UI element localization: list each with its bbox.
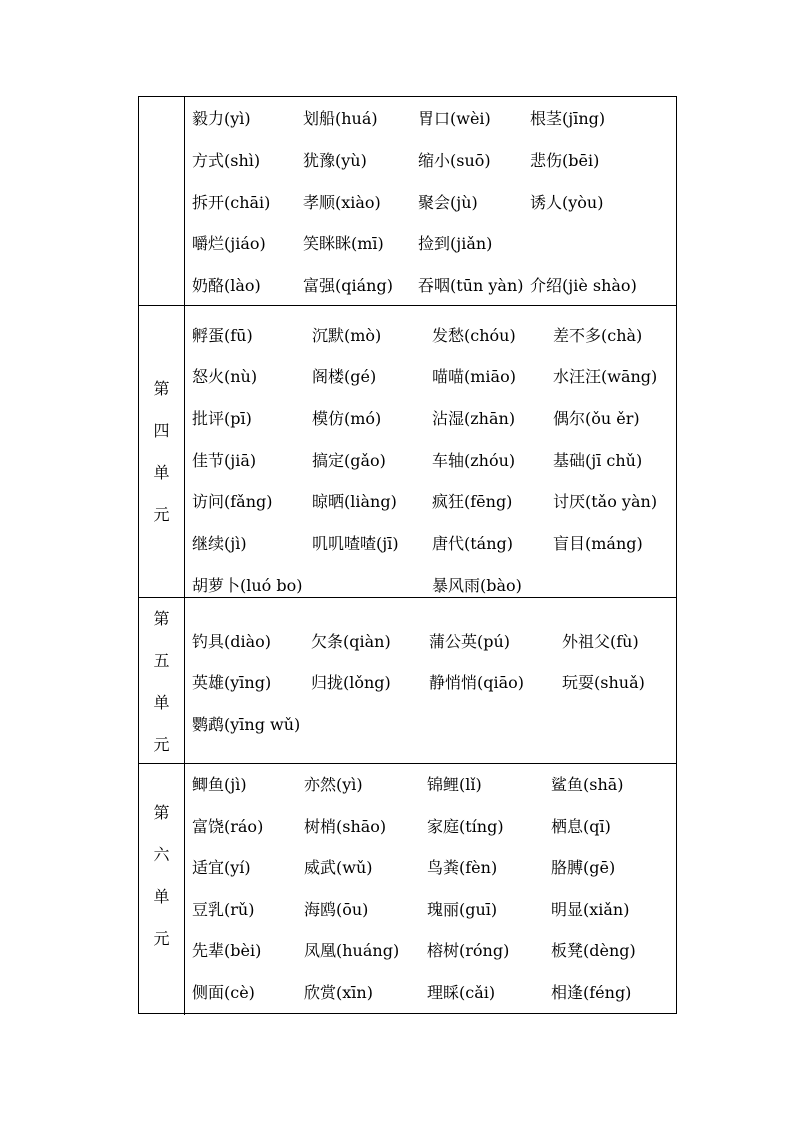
vocab-word: 犹豫(yù) xyxy=(303,151,367,170)
vocab-word: 佳节(jiā) xyxy=(192,451,257,470)
unit-label-cell xyxy=(139,598,185,763)
vocab-word: 模仿(mó) xyxy=(312,409,382,428)
vocab-word: 疯狂(fēng) xyxy=(432,492,513,511)
vocab-word: 海鸥(ōu) xyxy=(304,900,369,919)
vocab-word: 嚼烂(jiáo) xyxy=(192,234,266,253)
vocab-word: 树梢(shāo) xyxy=(304,817,387,836)
vocab-word: 阁楼(gé) xyxy=(312,367,377,386)
vocab-word: 侧面(cè) xyxy=(192,983,255,1002)
word-row xyxy=(184,662,676,704)
vocab-word: 喵喵(miāo) xyxy=(432,367,516,386)
vocab-word: 蒲公英(pú) xyxy=(429,632,511,651)
vocab-word: 水汪汪(wāng) xyxy=(553,367,658,386)
vocab-word: 外祖父(fù) xyxy=(562,632,639,651)
vocab-word: 威武(wǔ) xyxy=(304,858,373,877)
vocab-word: 怒火(nù) xyxy=(192,367,258,386)
word-list xyxy=(184,97,676,305)
vocab-word: 富强(qiáng) xyxy=(303,276,393,295)
word-row xyxy=(184,889,676,931)
vocab-word: 盲目(máng) xyxy=(553,534,643,553)
vocab-word: 亦然(yì) xyxy=(304,775,363,794)
vocab-word: 捡到(jiǎn) xyxy=(418,234,493,253)
vocab-word: 胳膊(gē) xyxy=(551,858,616,877)
vocab-word: 凤凰(huáng) xyxy=(304,941,400,960)
vocab-word: 鹦鹉(yīng wǔ) xyxy=(192,715,301,734)
word-row xyxy=(184,481,676,523)
vocab-word: 吞咽(tūn yàn) xyxy=(418,276,524,295)
vocab-word: 发愁(chóu) xyxy=(432,326,516,345)
unit-title: 第 六 单 元 xyxy=(153,803,170,948)
unit-label-cell xyxy=(139,764,185,1015)
word-row xyxy=(184,621,676,663)
vocab-word: 划船(huá) xyxy=(303,109,378,128)
word-row xyxy=(184,265,676,307)
word-list xyxy=(184,764,676,1015)
vocab-word: 静悄悄(qiāo) xyxy=(429,673,525,692)
vocab-word: 富饶(ráo) xyxy=(192,817,264,836)
vocab-word: 批评(pī) xyxy=(192,409,252,428)
vocab-word: 玩耍(shuǎ) xyxy=(562,673,645,692)
word-row xyxy=(184,223,676,265)
vocab-word: 基础(jī chǔ) xyxy=(553,451,643,470)
vocab-word: 拆开(chāi) xyxy=(192,193,271,212)
word-list xyxy=(184,598,676,763)
vocab-word: 孝顺(xiào) xyxy=(303,193,381,212)
word-row xyxy=(184,806,676,848)
vocab-word: 叽叽喳喳(jī) xyxy=(312,534,399,553)
unit-section xyxy=(139,763,676,1015)
vocab-word: 胃口(wèi) xyxy=(418,109,491,128)
word-row xyxy=(184,315,676,357)
vocab-word: 聚会(jù) xyxy=(418,193,478,212)
vocab-word: 继续(jì) xyxy=(192,534,247,553)
word-row xyxy=(184,930,676,972)
vocab-word: 差不多(chà) xyxy=(553,326,643,345)
vocab-word: 栖息(qī) xyxy=(551,817,611,836)
vocab-word: 钓具(diào) xyxy=(192,632,272,651)
word-row xyxy=(184,356,676,398)
vocab-word: 悲伤(bēi) xyxy=(530,151,600,170)
word-row xyxy=(184,704,676,746)
vocab-word: 访问(fǎng) xyxy=(192,492,273,511)
vocab-word: 诱人(yòu) xyxy=(530,193,604,212)
vocab-word: 理睬(cǎi) xyxy=(427,983,496,1002)
vocab-word: 介绍(jiè shào) xyxy=(530,276,637,295)
vocab-word: 奶酪(lào) xyxy=(192,276,261,295)
vocab-word: 毅力(yì) xyxy=(192,109,251,128)
vocab-word: 缩小(suō) xyxy=(418,151,491,170)
vocab-word: 欣赏(xīn) xyxy=(304,983,373,1002)
unit-section xyxy=(139,305,676,597)
vocab-word: 豆乳(rǔ) xyxy=(192,900,255,919)
vocab-word: 归拢(lǒng) xyxy=(311,673,391,692)
word-row xyxy=(184,972,676,1014)
word-row xyxy=(184,523,676,565)
vocab-word: 笑眯眯(mī) xyxy=(303,234,384,253)
word-row xyxy=(184,764,676,806)
vocab-word: 胡萝卜(luó bo) xyxy=(192,576,303,595)
vocab-word: 暴风雨(bào) xyxy=(432,576,522,595)
vocab-word: 方式(shì) xyxy=(192,151,261,170)
vocab-word: 车轴(zhóu) xyxy=(432,451,516,470)
vocab-word: 孵蛋(fū) xyxy=(192,326,253,345)
word-row xyxy=(184,398,676,440)
vocab-word: 家庭(tíng) xyxy=(427,817,504,836)
word-list xyxy=(184,306,676,597)
vocab-word: 适宜(yí) xyxy=(192,858,251,877)
vocab-word: 先辈(bèi) xyxy=(192,941,262,960)
vocab-word: 搞定(gǎo) xyxy=(312,451,386,470)
vocab-word: 鲫鱼(jì) xyxy=(192,775,247,794)
unit-section xyxy=(139,97,676,305)
unit-label-cell xyxy=(139,97,185,305)
vocab-word: 明显(xiǎn) xyxy=(551,900,630,919)
vocab-word: 鲨鱼(shā) xyxy=(551,775,624,794)
vocab-word: 英雄(yīng) xyxy=(192,673,272,692)
vocab-word: 欠条(qiàn) xyxy=(311,632,391,651)
vocab-word: 板凳(dèng) xyxy=(551,941,636,960)
vocab-word: 沾湿(zhān) xyxy=(432,409,516,428)
vocab-word: 沉默(mò) xyxy=(312,326,382,345)
vocab-word: 根茎(jīng) xyxy=(530,109,606,128)
vocab-word: 锦鲤(lǐ) xyxy=(427,775,482,794)
vocab-word: 瑰丽(guī) xyxy=(427,900,498,919)
unit-title: 第 五 单 元 xyxy=(153,609,170,754)
word-row xyxy=(184,140,676,182)
vocab-word: 唐代(táng) xyxy=(432,534,514,553)
word-row xyxy=(184,182,676,224)
word-row xyxy=(184,98,676,140)
word-row xyxy=(184,847,676,889)
vocabulary-table xyxy=(138,96,677,1014)
unit-title: 第 四 单 元 xyxy=(153,379,170,524)
word-row xyxy=(184,440,676,482)
unit-section xyxy=(139,597,676,763)
vocab-word: 相逢(féng) xyxy=(551,983,632,1002)
unit-label-cell xyxy=(139,306,185,597)
vocab-word: 晾晒(liàng) xyxy=(312,492,397,511)
vocab-word: 偶尔(ǒu ěr) xyxy=(553,409,640,428)
vocab-word: 讨厌(tǎo yàn) xyxy=(553,492,658,511)
vocab-word: 鸟粪(fèn) xyxy=(427,858,498,877)
vocab-word: 榕树(róng) xyxy=(427,941,510,960)
